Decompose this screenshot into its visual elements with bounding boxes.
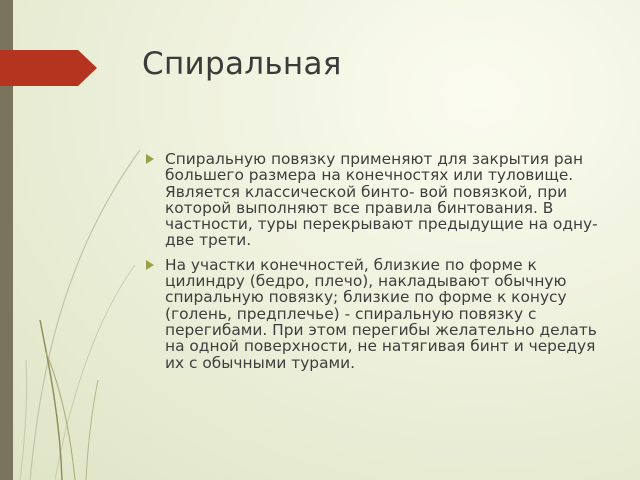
arrow-banner-icon (0, 0, 100, 100)
bullet-list (146, 151, 601, 379)
triangle-bullet-icon (146, 154, 154, 164)
page-title: Спиральная (142, 46, 342, 82)
triangle-bullet-icon (146, 260, 154, 270)
bullet-text: На участки конечностей, близкие по форме к цилиндру (бедро, плечо), накладывают обычную спиральную повязку; близкие по форме к конусу (голень, предплечье) - спиральную повязку с перегибами. При этом перегибы желательно делать на одной поверхности, не натягивая бинт и чередуя их с обычными турами. (165, 255, 597, 372)
bullet-text: Спиральную повязку применяют для закрытия ран большего размера на конечностях или туловище. Является классической бинто- вой повязкой, при которой выполняют все правила бинтования. В частности, туры перекрывают предыдущие на одну-две трети. (165, 150, 598, 250)
list-item (146, 151, 601, 249)
list-item (146, 257, 601, 371)
